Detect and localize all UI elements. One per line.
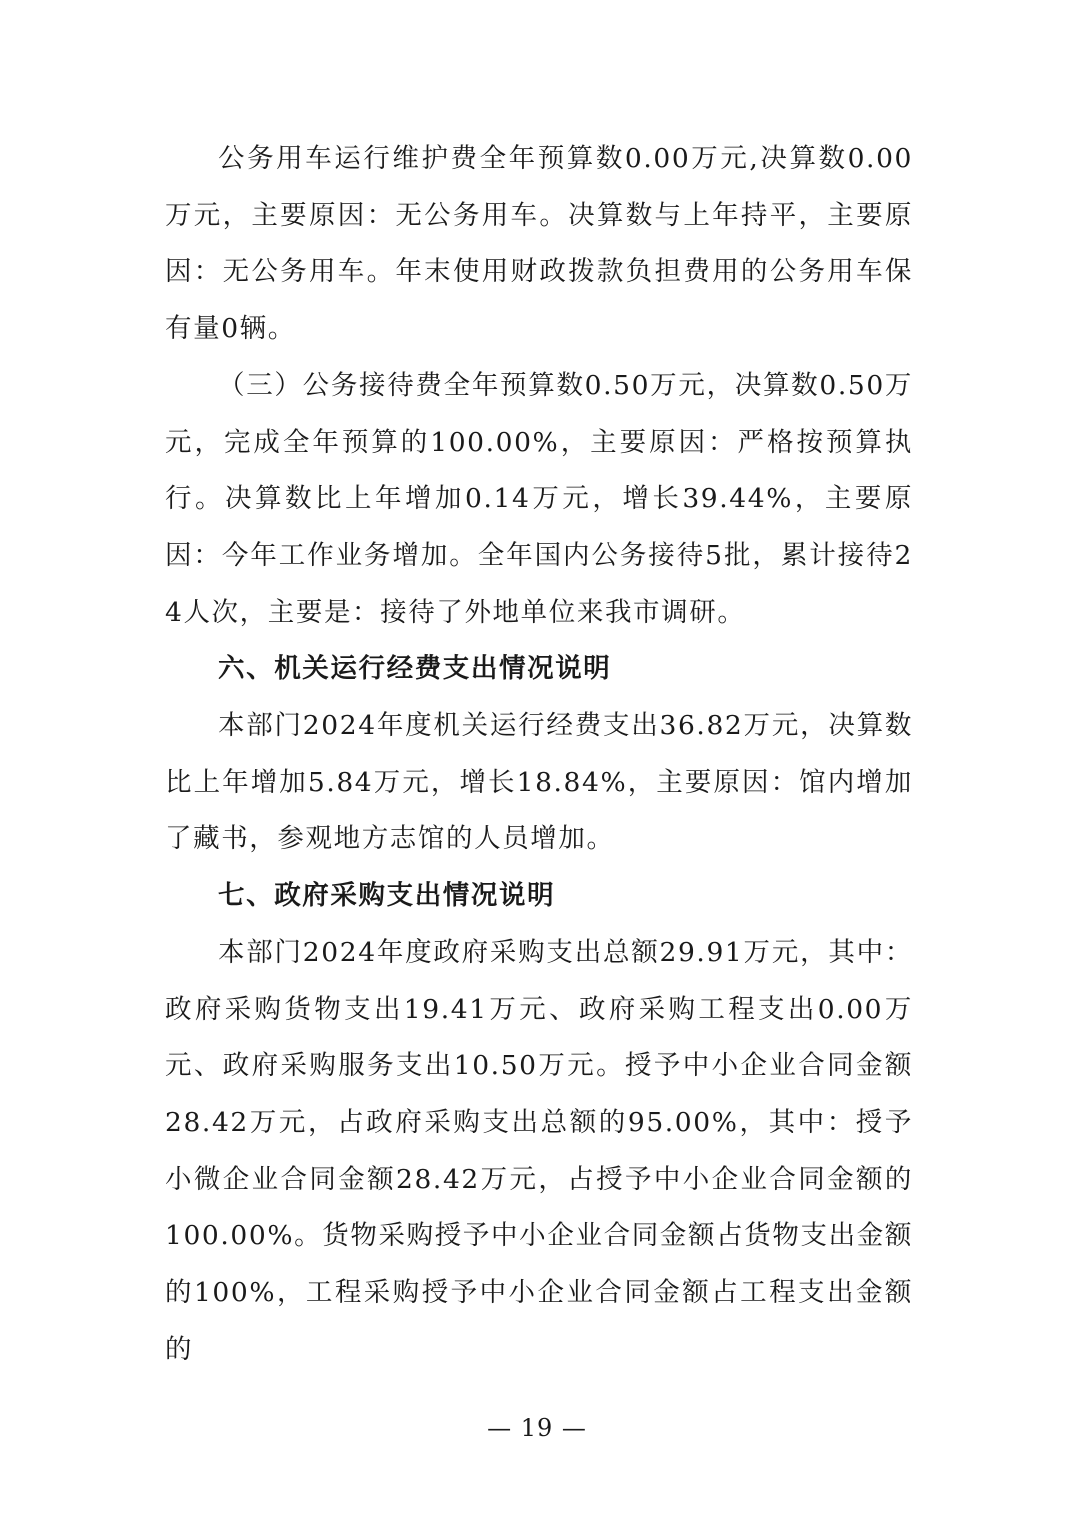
section-heading-government-procurement: 七、政府采购支出情况说明 bbox=[218, 880, 556, 912]
paragraph-operating-expenses: 本部门2024年度机关运行经费支出36.82万元，决算数比上年增加5.84万元，增长18.84%，主要原因：馆内增加了藏书，参观地方志馆的人员增加。 bbox=[165, 710, 913, 855]
document-body bbox=[165, 131, 913, 1378]
paragraph-reception-expenses: （三）公务接待费全年预算数0.50万元，决算数0.50万元，完成全年预算的100.00%，主要原因：严格按预算执行。决算数比上年增加0.14万元，增长39.44%，主要原因：今年工作业务增加。全年国内公务接待5批，累计接待24人次，主要是：接待了外地单位来我市调研。 bbox=[165, 369, 913, 628]
section-heading-operating-expenses: 六、机关运行经费支出情况说明 bbox=[218, 653, 612, 685]
paragraph-government-procurement: 本部门2024年度政府采购支出总额29.91万元，其中：政府采购货物支出19.41万元、政府采购工程支出0.00万元、政府采购服务支出10.50万元。授予中小企业合同金额28.42万元，占政府采购支出总额的95.00%，其中：授予小微企业合同金额28.42万元，占授予中小企业合同金额的100.00%。货物采购授予中小企业合同金额占货物支出金额的100%，工程采购授予中小企业合同金额占工程支出金额的 bbox=[165, 936, 913, 1365]
paragraph-vehicle-maintenance: 公务用车运行维护费全年预算数0.00万元,决算数0.00万元，主要原因：无公务用车。决算数与上年持平，主要原因：无公务用车。年末使用财政拨款负担费用的公务用车保有量0辆。 bbox=[165, 143, 913, 345]
page-number: — 19 — bbox=[487, 1414, 587, 1442]
